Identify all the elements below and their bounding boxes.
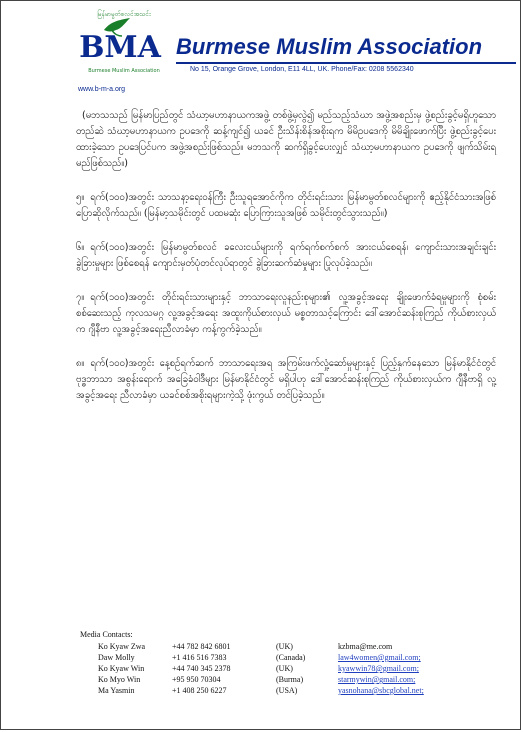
contact-phone: +1 416 516 7383 [172,653,227,662]
paragraph-text: ရက်(၁၀၀)အတွင်း သာသနာ့ရေးဝန်ကြီး ဦးသူရအောင်ကိုက တိုင်းရင်းသား မြန်မာမွတ်စလင်များကို ဧည့်နိုင်ငံသားအဖြစ် ပြောဆိုလိုက်သည်။ (မြန်မာ့သမိုင်းတွင် ပထမဆုံး ပြောကြားသူအဖြစ် သမိုင်းတွင်သွားသည်။) [76,192,496,219]
contact-row [80,663,500,674]
letter-body [76,108,496,422]
letterhead [70,10,510,98]
paragraph-8 [76,356,496,404]
contact-country: (Burma) [276,675,304,684]
contact-phone: +44 782 842 6801 [172,642,231,651]
paragraph-number: ၅။ [76,192,85,203]
contact-email-link[interactable]: yasnohana@sbcglobal.net; [338,686,424,695]
contact-country: (UK) [276,642,293,651]
contact-country: (USA) [276,686,298,695]
media-contacts-title: Media Contacts: [80,630,133,639]
organization-name: Burmese Muslim Association [176,34,483,59]
contact-row [80,685,500,696]
paragraph-5 [76,190,496,222]
contact-phone: +44 740 345 2378 [172,664,231,673]
contact-row [80,652,500,663]
contact-country: (Canada) [276,653,306,662]
contact-email-link[interactable]: starmywin@gmail.com; [338,675,416,684]
organization-address: No 15, Orange Grove, London, E11 4LL, UK. Phone/Fax: 0208 5562340 [190,66,414,73]
logo-arc-text: မြန်မာမွတ်စလင်အသင်း [97,11,151,18]
media-contacts [80,630,500,696]
paragraph-7 [76,290,496,338]
contact-email-link[interactable]: law4women@gmail.com; [338,653,421,662]
contact-row [80,641,500,652]
paragraph-text: ရက်(၁၀၀)အတွင်း မြန်မာမွတ်စလင် ခလေးငယ်များကို ရက်ရက်စက်စက် အားငယ်စေရန်၊ ကျောင်းသားအချင်းချင်း ခွဲခြားမှုများ ဖြစ်စေရန် ကျောင်းမှတ်ပုံတင်လုပ်ရာတွင် ခွဲခြားဆက်ဆံမှုများ ပြုလုပ်ခဲ့သည်။ [76,242,496,269]
contact-name: Ko Myo Win [98,675,141,684]
contact-row [80,674,500,685]
contact-phone: +1 408 250 6227 [172,686,227,695]
logo-letters: BMA [79,30,161,65]
contact-email-link[interactable]: kyawwin78@gmail.com; [338,664,419,673]
bma-logo [70,10,170,82]
contact-country: (UK) [276,664,293,673]
paragraph-number: ၇။ [76,292,85,303]
header-rule [176,62,516,64]
paragraph-number: ၆။ [76,242,85,253]
paragraph-text: ရက်(၁၀၀)အတွင်း နေ့စဉ်ရက်ဆက် ဘာသာရေးအရ အကြမ်းဖက်လှုံ့ဆော်မှုများနှင့် ပြည့်နှက်နေသော မြန်မာနိုင်ငံတွင် ဗုဒ္ဓဘာသာ အစွန်းရောက် အခြေခံဝါဒီများ မြန်မာနိုင်ငံတွင် မရှိပါဟု ဒေါ်အောင်ဆန်းစုကြည် ကိုယ်စားလှယ်က ဂျီနီဗာရှိ လူ့အခွင့်အရေး ညီလာခံမှာ ယခင်စစ်အစိုးရများကဲ့သို့ ဖုံးကွယ် တင်ပြခဲ့သည်။ [76,358,496,401]
contact-name: Daw Molly [98,653,135,662]
paragraph-intro [76,108,496,172]
contact-name: Ma Yasmin [98,686,135,695]
paragraph-text: ရက်(၁၀၀)အတွင်း တိုင်းရင်းသားများနှင့် ဘာသာရေးလူနည်းစုများ၏ လူ့အခွင့်အရေး ချိုးဖောက်ခံရမှုများကို စုံစမ်းစစ်ဆေးသည့် ကုလသမဂ္ဂ လူ့အခွင့်အရေး အထူးကိုယ်စားလှယ် မစ္စတာသင့်ကြောင်း ဒေါ်အောင်ဆန်းစုကြည် ကိုယ်စားလှယ်က ဂျီနီဗာ လူ့အခွင့်အရေးညီလာခံမှာ ကန့်ကွက်ခဲ့သည်။ [76,292,496,335]
contact-name: Ko Kyaw Win [98,664,145,673]
website-url[interactable]: www.b-m-a.org [78,86,126,93]
logo-arc-bottom: Burmese Muslim Association [88,68,160,74]
paragraph-6 [76,240,496,272]
contact-phone: +95 950 70304 [172,675,221,684]
contact-name: Ko Kyaw Zwa [98,642,146,651]
paragraph-text: (မဘသသည် မြန်မာပြည်တွင် သံဃာ့မဟာနာယကအဖွဲ့ တစ်ဖွဲ့မှလွဲ၍ မည်သည့်သံဃာ အဖွဲ့အစည်းမှ ဖွဲ့စည်းခွင့်မရှိဟူသော တည်ဆဲ သံဃာ့မဟာနာယက ဥပဒေကို ဆန့်ကျင်၍ ယခင် ဦးသိန်းစိန်အစိုးရက မိမိဥပဒေကို မိမိချိုးဖောက်ပြီး ဖွဲ့စည်းခွင့်ပေးထားခဲ့သော ဥပဒေပြင်ပက အဖွဲ့အစည်းဖြစ်သည်။ မဘသကို ဆက်ရှိခွင့်ပေးလျှင် သံဃာ့မဟာနာယက ဥပဒေကို ဖျက်သိမ်းရမည်ဖြစ်သည်။) [76,110,496,169]
paragraph-number: ၈။ [76,358,85,369]
contact-email: kzbma@me.com [338,642,393,651]
